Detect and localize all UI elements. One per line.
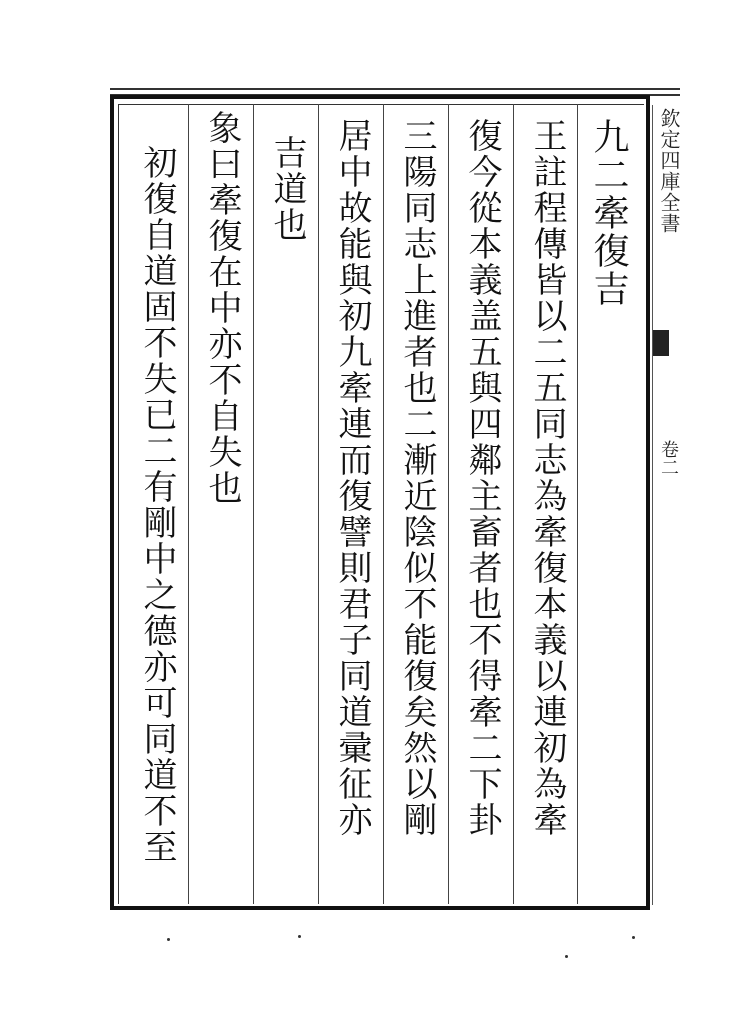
juan-number: 卷二	[658, 440, 679, 476]
text-column-6: 吉道也	[267, 135, 307, 243]
book-title: 欽定四庫全書	[657, 108, 681, 234]
text-column-4: 三陽同志上進者也二漸近陰似不能復矣然以剛	[397, 118, 437, 838]
scan-speck	[632, 936, 635, 939]
text-column-1: 九二牽復吉	[588, 118, 629, 308]
text-column-3: 復今從本義盖五與四鄰主畜者也不得牽二下卦	[462, 118, 502, 838]
scan-speck	[298, 935, 301, 938]
column-rule	[188, 104, 189, 904]
column-rule	[253, 104, 254, 904]
fishtail-mark	[653, 330, 669, 356]
scan-speck	[565, 955, 568, 958]
column-rule	[448, 104, 449, 904]
text-column-5: 居中故能與初九牽連而復譬則君子同道彚征亦	[332, 118, 372, 838]
column-rule	[318, 104, 319, 904]
scan-speck	[167, 938, 170, 941]
column-rule	[513, 104, 514, 904]
text-column-7: 象曰牽復在中亦不自失也	[202, 110, 242, 506]
column-rule	[577, 104, 578, 904]
column-rule	[383, 104, 384, 904]
text-column-2: 王註程傳皆以二五同志為牽復本義以連初為牽	[527, 118, 567, 838]
text-column-8: 初復自道固不失已二有剛中之德亦可同道不至	[137, 145, 177, 865]
